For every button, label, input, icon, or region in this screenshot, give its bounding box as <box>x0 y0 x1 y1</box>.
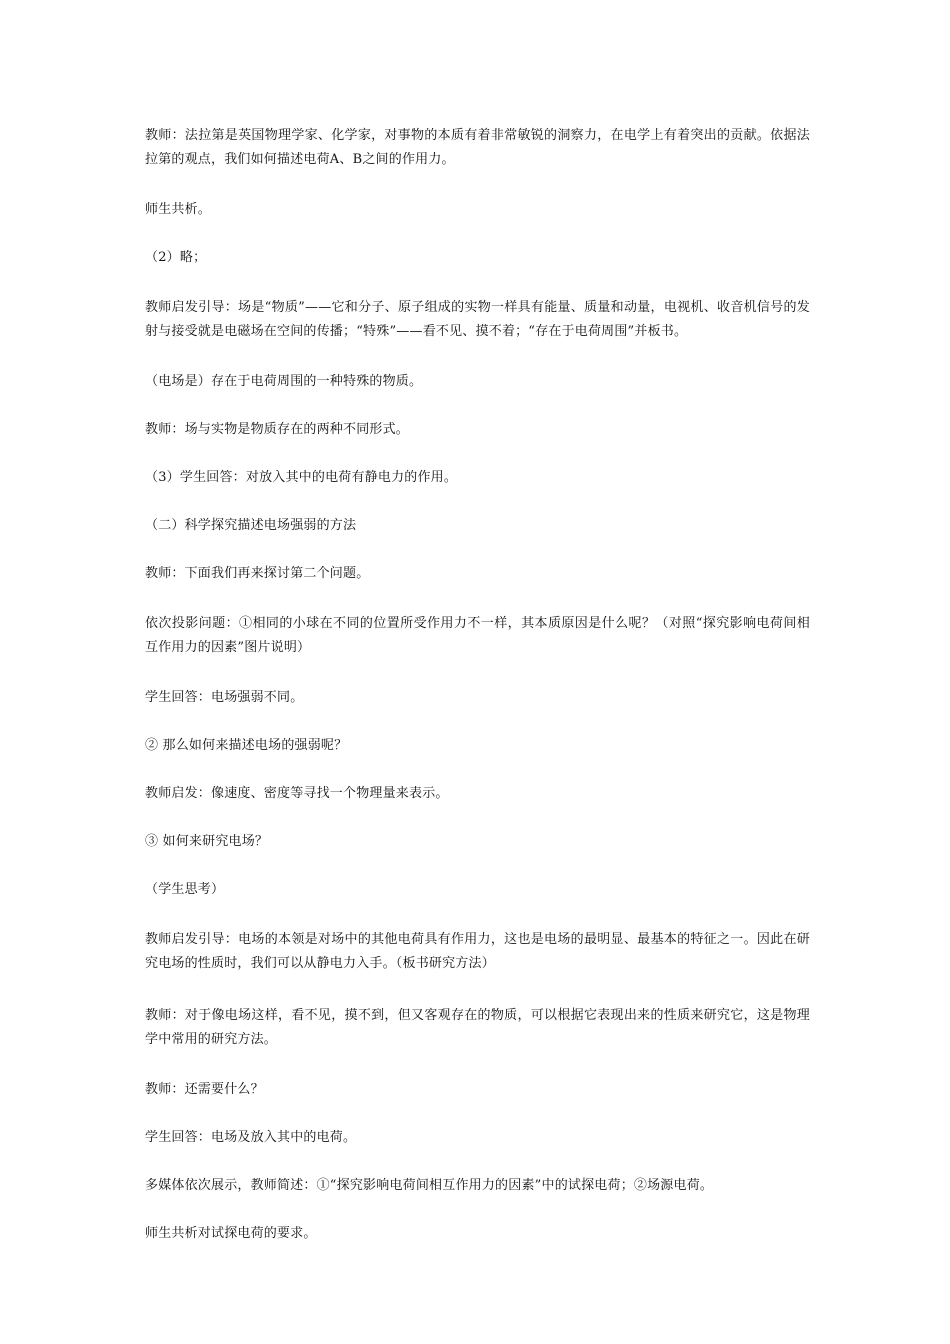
paragraph-field-ability: 教师启发引导：电场的本领是对场中的其他电荷具有作用力，这也是电场的最明显、最基本的特征之一。因此在研究电场的性质时，我们可以从静电力入手。（板书研究方法） <box>145 932 810 971</box>
paragraph-what-else: 教师：还需要什么？ <box>145 1082 264 1097</box>
paragraph-projected-question-1: 依次投影问题：①相同的小球在不同的位置所受作用力不一样，其本质原因是什么呢？（对照“探究影响电荷间相互作用力的因素”图片说明） <box>145 616 810 655</box>
document-body <box>145 124 810 1272</box>
paragraph-question-2: ② 那么如何来描述电场的强弱呢？ <box>145 738 348 753</box>
paragraph-item-3-answer: （3）学生回答：对放入其中的电荷有静电力的作用。 <box>145 470 458 485</box>
paragraph-faraday-question: 教师：法拉第是英国物理学家、化学家，对事物的本质有着非常敏锐的洞察力，在电学上有着突出的贡献。依据法拉第的观点，我们如何描述电荷A、B之间的作用力。 <box>145 128 810 167</box>
paragraph-field-and-matter: 教师：场与实物是物质存在的两种不同形式。 <box>145 422 410 437</box>
paragraph-teacher-hint: 教师启发：像速度、密度等寻找一个物理量来表示。 <box>145 786 449 801</box>
paragraph-field-is-matter: 教师启发引导：场是“物质”——它和分子、原子组成的实物一样具有能量、质量和动量，电视机、收音机信号的发射与接受就是电磁场在空间的传播；“特殊”——看不见、摸不着；“存在于电荷周围”并板书。 <box>145 300 810 339</box>
paragraph-question-3: ③ 如何来研究电场？ <box>145 834 269 849</box>
paragraph-joint-analysis: 师生共析。 <box>145 202 212 217</box>
paragraph-multimedia-display: 多媒体依次展示，教师简述：①“探究影响电荷间相互作用力的因素”中的试探电荷；②场源电荷。 <box>145 1178 714 1193</box>
paragraph-item-2: （2）略； <box>145 250 207 265</box>
paragraph-student-answer-charges: 学生回答：电场及放入其中的电荷。 <box>145 1130 357 1145</box>
paragraph-students-think: （学生思考） <box>145 882 225 897</box>
paragraph-field-definition: （电场是）存在于电荷周围的一种特殊的物质。 <box>145 374 423 389</box>
paragraph-research-method: 教师：对于像电场这样，看不见，摸不到，但又客观存在的物质，可以根据它表现出来的性质来研究它，这是物理学中常用的研究方法。 <box>145 1008 810 1047</box>
section-heading-field-strength: （二）科学探究描述电场强弱的方法 <box>145 518 357 533</box>
paragraph-second-question: 教师：下面我们再来探讨第二个问题。 <box>145 566 370 581</box>
paragraph-student-answer-strength: 学生回答：电场强弱不同。 <box>145 690 304 705</box>
paragraph-test-charge-requirements: 师生共析对试探电荷的要求。 <box>145 1226 317 1241</box>
